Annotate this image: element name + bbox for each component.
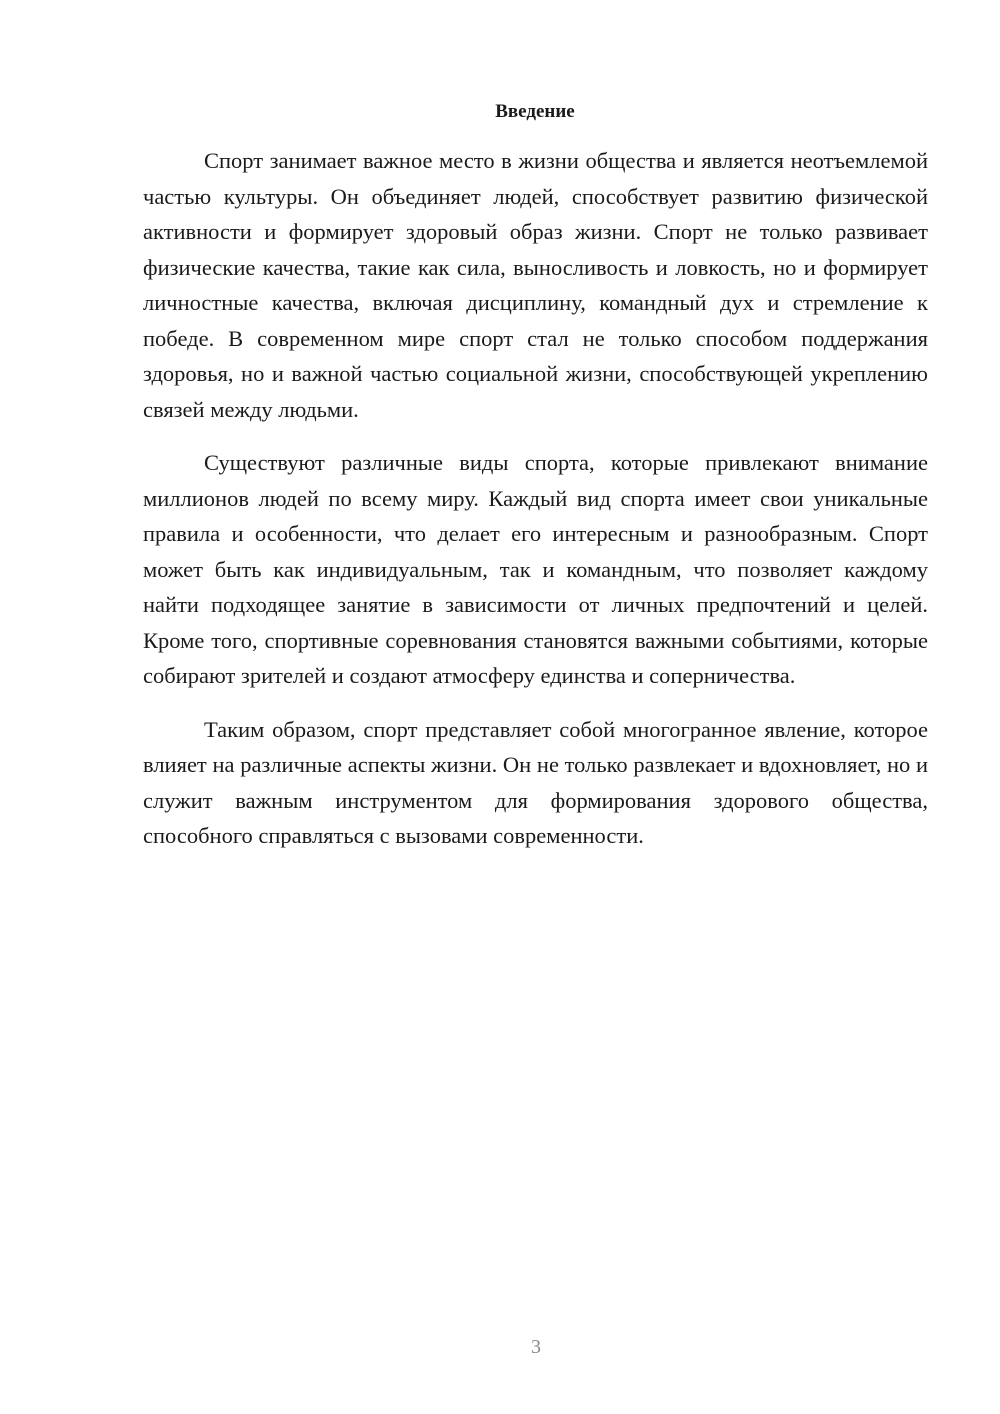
- body-text: [143, 143, 928, 872]
- page-number: 3: [531, 1336, 541, 1358]
- paragraph-2: Существуют различные виды спорта, которые привлекают внимание миллионов людей по всему миру. Каждый вид спорта имеет свои уникальные правила и особенности, что делает его интересным и разнообразным. Спорт может быть как индивидуальным, так и командным, что позволяет каждому найти подходящее занятие в зависимости от личных предпочтений и целей. Кроме того, спортивные соревнования становятся важными событиями, которые собирают зрителей и создают атмосферу единства и соперничества.: [143, 450, 928, 688]
- paragraph-3: Таким образом, спорт представляет собой многогранное явление, которое влияет на различные аспекты жизни. Он не только развлекает и вдохновляет, но и служит важным инструментом для формирования здорового общества, способного справляться с вызовами современности.: [143, 716, 928, 848]
- paragraph-1: Спорт занимает важное место в жизни общества и является неотъемлемой частью культуры. Он объединяет людей, способствует развитию физической активности и формирует здоровый образ жизни. Спорт не только развивает физические качества, такие как сила, выносливость и ловкость, но и формирует личностные качества, включая дисциплину, командный дух и стремление к победе. В современном мире спорт стал не только способом поддержания здоровья, но и важной частью социальной жизни, способствующей укреплению связей между людьми.: [143, 148, 928, 422]
- section-title: Введение: [495, 101, 575, 122]
